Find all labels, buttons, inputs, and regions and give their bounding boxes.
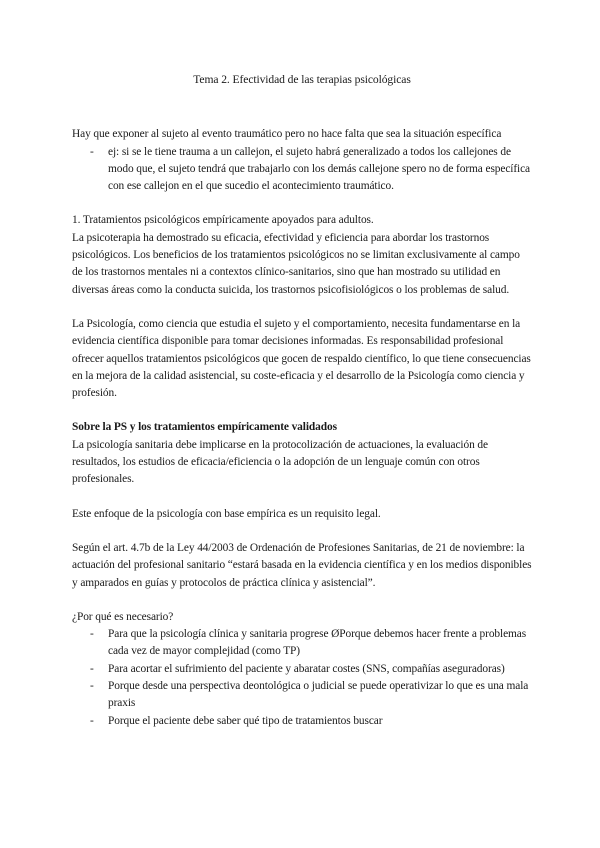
list-item: [72, 678, 532, 713]
section-heading-treatments: 1. Tratamientos psicológicos empíricamente apoyados para adultos.: [72, 214, 374, 227]
dash-marker: -: [90, 145, 94, 158]
why-bullet-list: [72, 626, 532, 730]
legal-requirement-paragraph: Este enfoque de la psicología con base empírica es un requisito legal.: [72, 507, 381, 520]
intro-paragraph: Hay que exponer al sujeto al evento traumático pero no hace falta que sea la situación específica: [72, 128, 502, 141]
document-page: [72, 71, 532, 730]
health-psychology-paragraph: La psicología sanitaria debe implicarse en la protocolización de actuaciones, la evaluación de resultados, los estudios de eficacia/eficiencia o la adopción de un lenguaje común con otros profesionales.: [72, 438, 488, 486]
list-item-text: ej: si se le tiene trauma a un callejon, el sujeto habrá generalizado a todos los callejones de modo que, el sujeto tendrá que trabajarlo con los demás callejone spero no de forma específica con ese callejon en el que sucedio el acontecimiento traumático.: [108, 145, 531, 193]
list-item: [72, 713, 532, 730]
psychotherapy-paragraph: La psicoterapia ha demostrado su eficacia, efectividad y eficiencia para abordar los trastornos psicológicos. Los beneficios de los tratamientos psicológicos no se limitan exclusivamente al campo de los trastornos mentales ni a contextos clínico-sanitarios, sino que han mostrado su utilidad en diversas áreas como la conducta suicida, los trastornos psicofisiológicos o los problemas de salud.: [72, 231, 520, 296]
section-heading-ps: Sobre la PS y los tratamientos empíricamente validados: [72, 421, 337, 434]
dash-marker: -: [90, 714, 94, 727]
list-item: [72, 144, 532, 196]
list-item-text: Para que la psicología clínica y sanitaria progrese ØPorque debemos hacer frente a problemas cada vez de mayor complejidad (como TP): [108, 628, 527, 658]
dash-marker: -: [90, 662, 94, 675]
list-item-text: Porque el paciente debe saber qué tipo de tratamientos buscar: [108, 714, 383, 727]
intro-bullet-list: [72, 144, 532, 196]
document-title: Tema 2. Efectividad de las terapias psicológicas: [193, 73, 411, 86]
why-question: ¿Por qué es necesario?: [72, 610, 174, 623]
list-item: [72, 661, 532, 678]
psychology-science-paragraph: La Psicología, como ciencia que estudia el sujeto y el comportamiento, necesita fundamentarse en la evidencia científica disponible para tomar decisiones informadas. Es responsabilidad profesional ofrecer aquellos tratamientos psicológicos que gocen de respaldo científico, lo que tiene consecuencias en la mejora de la calidad asistencial, su coste-eficacia y el desarrollo de la Psicología como ciencia y profesión.: [72, 317, 531, 400]
law-citation-paragraph: Según el art. 4.7b de la Ley 44/2003 de Ordenación de Profesiones Sanitarias, de 21 de noviembre: la actuación del profesional sanitario “estará basada en la evidencia científica y en los medios disponibles y amparados en guías y protocolos de práctica clínica y asistencial”.: [72, 541, 532, 589]
list-item-text: Para acortar el sufrimiento del paciente y abaratar costes (SNS, compañías aseguradoras): [108, 662, 505, 675]
list-item-text: Porque desde una perspectiva deontológica o judicial se puede operativizar lo que es una mala praxis: [108, 680, 529, 710]
dash-marker: -: [90, 680, 94, 693]
list-item: [72, 626, 532, 661]
dash-marker: -: [90, 628, 94, 641]
